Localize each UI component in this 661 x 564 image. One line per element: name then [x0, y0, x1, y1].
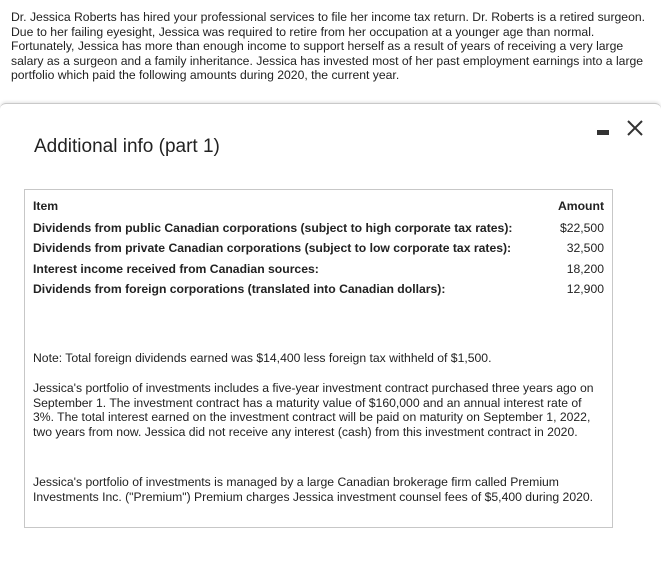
close-icon[interactable] — [622, 115, 648, 141]
row-item: Dividends from private Canadian corporations (subject to low corporate tax rates): — [33, 241, 512, 256]
modal-title: Additional info (part 1) — [34, 136, 220, 157]
table-row — [33, 280, 604, 301]
intro-paragraph: Dr. Jessica Roberts has hired your professional services to file her income tax return. Dr. Roberts is a retired surgeon. Due to her failing eyesight, Jessica was required to retire from her occupation at a younger age than normal. Fortunately, Jessica has more than enough income to support herself as a result of years of receiving a very large salary as a surgeon and a family inheritance. Jessica has invested most of her past employment earnings into a large portfolio which paid the following amounts during 2020, the current year. — [11, 10, 646, 83]
table-row — [33, 260, 604, 281]
row-amount: 32,500 — [566, 241, 604, 256]
row-item: Interest income received from Canadian sources: — [33, 261, 319, 276]
brokerage-fees-note: Jessica's portfolio of investments is managed by a large Canadian brokerage firm called Premium Investments Inc. ("Premium") Premium charges Jessica investment counsel fees of $5,400 during 2020. — [33, 475, 594, 504]
row-amount: 12,900 — [566, 282, 604, 297]
amount-column-header: Amount — [557, 199, 604, 213]
row-item: Dividends from public Canadian corporations (subject to high corporate tax rates): — [33, 220, 513, 235]
info-panel — [24, 189, 613, 528]
row-item: Dividends from foreign corporations (translated into Canadian dollars): — [33, 282, 446, 297]
investment-contract-note: Jessica's portfolio of investments includes a five-year investment contract purchased three years ago on September 1. The investment contract has a maturity value of $160,000 and an annual interest rate of 3%. The total interest earned on the investment contract will be paid on maturity on September 1, 2022, two years from now. Jessica did not receive any interest (cash) from this investment contract in 2020. — [33, 381, 594, 439]
row-amount: 18,200 — [566, 261, 604, 276]
additional-info-modal — [0, 103, 661, 564]
table-row — [33, 239, 604, 260]
minimize-icon[interactable] — [597, 130, 609, 135]
foreign-dividend-note: Note: Total foreign dividends earned was $14,400 less foreign tax withheld of $1,500. — [33, 351, 492, 365]
table-row — [33, 219, 604, 240]
item-column-header: Item — [33, 199, 59, 213]
row-amount: $22,500 — [559, 220, 604, 235]
table-header-row — [33, 199, 604, 219]
income-table — [33, 199, 604, 301]
